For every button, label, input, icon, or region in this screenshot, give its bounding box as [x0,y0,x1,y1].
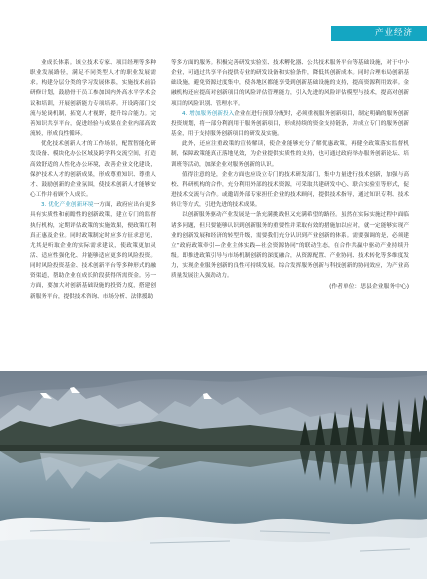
body-text: 企业在进行预算分配时，必须重视服务创新项目，制定明确的服务创新投资规划，将一部分利润用于服务创新项目，形成持续的资金支持链条，并成立专门的服务创新基金，用于支持服务创新项目的研发及实施。 [171,110,409,138]
body-paragraph: 此外，还应注重政策的宣传解读，使企业能够充分了解优惠政策，再健全政策落实监督机制，保障政策能真正落地见效，为企业提供实质性的支持，也可通过政府举办服务创新论坛、培训班等活动，加深企业对服务创新的认识。 [171,141,409,168]
section-tag [331,26,427,41]
right-column [171,58,409,292]
body-text: 一方面，政府应出台更多具有实质性和前瞻性的创新政策，建立专门的监督执行机构，定期评估政策的实施效果，便政策红利真正惠及企业。同时政策制定时应多方征求意见，尤其是听取企业的实际需求建议，使政策更加灵活、适应性强化化、并能够适应更多的风险投资。同时风险投资基金、技术创新平台等多种形式的融资渠道，帮助企业在成长阶段获得所需资金。另一方面，要加大对创新基础设施的投资力度，搭建创新服务平台，提供技术咨询、市场分析、法律援助 [30,202,156,300]
left-column [30,58,156,302]
body-paragraph: 业成长体系。该立技术专家、项目经理等多种职业发展路径，满足不同类型人才的职业发展需求。构建分层分类的学习发展体系，实施技术前沿研修计划，鼓励骨干员工参加国内外高水平学术会议和培训，开展创新能力专项培养。开设跨部门交流与轮岗机制，拓宽人才视野，提升综合能力。完善知识共享平台，促进经验与成果在企业内部高效流转，形成良性循环。 [30,60,156,138]
article-body [30,58,409,368]
section-title: 产业经济 [374,28,413,38]
body-paragraph: 值得注意的是，企业方面也应设立专门的技术研发部门，集中力量进行技术创新，加强与高校、科研机构的合作，充分利用外部的技术资源，可采取共建研发中心、联合实验室等形式，促进技术交流与合作。或邀请外部专家担任企业的技术顾问，提供技术指导，通过知识专利、技术转让等方式，引进先进的技术成果。 [171,171,409,209]
page-header [0,0,427,44]
author-byline: (作者单位：思县企业服务中心) [329,284,409,291]
mountain-lake-photo [0,371,427,579]
body-paragraph [171,109,409,139]
body-paragraph: 以创新服务驱动产业发展是一条充满挑战但又充满希望的路径。虽然在实际实施过程中面临诸多问题，但只要能够认识到创新服务的重要性并采取有效的措施加以应对，就一定能够实现产业的创新发展和经济的转型升级，需要我们充分认识到产业创新的体系。需要强调的是，必须建立“政府政策牵引—企业主体实践—社会资源协同”的联动生态，在合作共赢中驱动产业持续升级。即推进政策引导与市场机制创新的深度融合，从资源配置、产业协同、技术转化等多维度发力，实现企业服务创新的良性可持续发展。综合发挥服务创新与科技创新的协同效应，为产业高质量发展注入强劲动力。 [171,212,409,280]
body-paragraph: 等多方面的服务。积极完善研发实验室、技术孵化器、公共技术服务平台等基础设施，对于中小企业，可通过共享平台提供专业的研发设备和实验条件，降低其创新成本。同时合理布局创新基础设施，避免资源过度集中，使各地区都能享受到创新基础设施的支持，提高资源利用效率。金融机构还应提高对创新项目的风险评估管理能力，引入先进的风险评估模型与技术，提高对创新项目的风险识别、管理水平。 [171,60,409,107]
subheading: 4. 增加服务创新投入 [182,110,235,117]
subheading: 3. 优化产业创新环境 [41,202,94,209]
body-paragraph: 优化技术创新人才的工作场景，配置智能化研发设备、模块化办公区域及跨学科交流空间，打造高效舒适的人性化办公环境，改善企业文化建设，保护技术人才的创新成果，形成尊重知识、尊重人才、鼓励创新的企业氛围，使技术创新人才能够安心工作并看顾个人成长。 [30,141,156,199]
body-paragraph [30,200,156,302]
